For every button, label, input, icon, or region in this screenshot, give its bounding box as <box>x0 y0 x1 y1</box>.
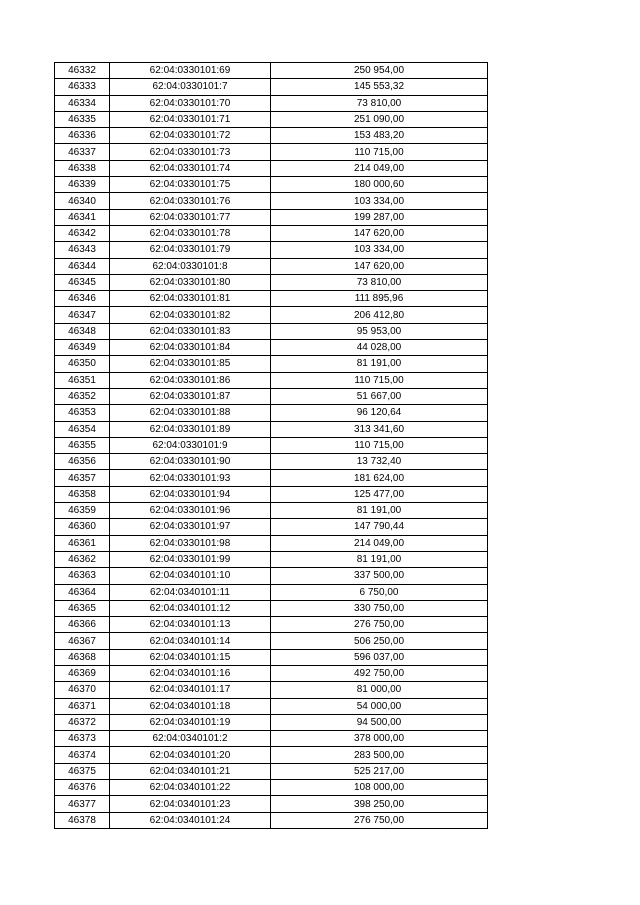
table-row <box>55 95 488 111</box>
cadastral-number-cell: 62:04:0330101:98 <box>110 535 271 551</box>
cadastral-number-cell: 62:04:0330101:84 <box>110 340 271 356</box>
cadastral-number-cell: 62:04:0330101:78 <box>110 225 271 241</box>
table-row <box>55 454 488 470</box>
cadastral-value-cell: 54 000,00 <box>271 698 488 714</box>
cadastral-number-cell: 62:04:0330101:8 <box>110 258 271 274</box>
cadastral-number-cell: 62:04:0330101:80 <box>110 274 271 290</box>
row-number-cell: 46374 <box>55 747 110 763</box>
cadastral-value-cell: 73 810,00 <box>271 95 488 111</box>
table-row <box>55 144 488 160</box>
row-number-cell: 46335 <box>55 111 110 127</box>
row-number-cell: 46378 <box>55 812 110 828</box>
table-row <box>55 437 488 453</box>
table-row <box>55 665 488 681</box>
cadastral-number-cell: 62:04:0330101:83 <box>110 323 271 339</box>
cadastral-number-cell: 62:04:0330101:72 <box>110 128 271 144</box>
cadastral-value-cell: 398 250,00 <box>271 796 488 812</box>
table-row <box>55 698 488 714</box>
table-row <box>55 486 488 502</box>
cadastral-number-cell: 62:04:0330101:94 <box>110 486 271 502</box>
table-row <box>55 763 488 779</box>
cadastral-value-cell: 180 000,60 <box>271 177 488 193</box>
cadastral-number-cell: 62:04:0340101:13 <box>110 617 271 633</box>
cadastral-value-cell: 147 790,44 <box>271 519 488 535</box>
table-row <box>55 503 488 519</box>
cadastral-value-cell: 214 049,00 <box>271 535 488 551</box>
cadastral-value-cell: 199 287,00 <box>271 209 488 225</box>
row-number-cell: 46364 <box>55 584 110 600</box>
table-row <box>55 535 488 551</box>
cadastral-number-cell: 62:04:0330101:96 <box>110 503 271 519</box>
table-row <box>55 388 488 404</box>
row-number-cell: 46352 <box>55 388 110 404</box>
table-row <box>55 519 488 535</box>
cadastral-number-cell: 62:04:0340101:15 <box>110 649 271 665</box>
cadastral-value-cell: 96 120,64 <box>271 405 488 421</box>
row-number-cell: 46346 <box>55 291 110 307</box>
cadastral-value-cell: 6 750,00 <box>271 584 488 600</box>
table-body <box>55 63 488 829</box>
cadastral-number-cell: 62:04:0340101:18 <box>110 698 271 714</box>
row-number-cell: 46339 <box>55 177 110 193</box>
cadastral-value-cell: 596 037,00 <box>271 649 488 665</box>
row-number-cell: 46345 <box>55 274 110 290</box>
table-row <box>55 160 488 176</box>
row-number-cell: 46369 <box>55 665 110 681</box>
table-row <box>55 633 488 649</box>
table-row <box>55 796 488 812</box>
cadastral-value-cell: 276 750,00 <box>271 617 488 633</box>
row-number-cell: 46332 <box>55 63 110 79</box>
cadastral-number-cell: 62:04:0330101:93 <box>110 470 271 486</box>
cadastral-value-cell: 108 000,00 <box>271 780 488 796</box>
cadastral-value-cell: 214 049,00 <box>271 160 488 176</box>
cadastral-value-cell: 313 341,60 <box>271 421 488 437</box>
cadastral-value-cell: 44 028,00 <box>271 340 488 356</box>
row-number-cell: 46336 <box>55 128 110 144</box>
cadastral-number-cell: 62:04:0340101:17 <box>110 682 271 698</box>
cadastral-number-cell: 62:04:0330101:7 <box>110 79 271 95</box>
row-number-cell: 46355 <box>55 437 110 453</box>
cadastral-number-cell: 62:04:0340101:24 <box>110 812 271 828</box>
row-number-cell: 46370 <box>55 682 110 698</box>
cadastral-value-cell: 378 000,00 <box>271 731 488 747</box>
cadastral-value-cell: 181 624,00 <box>271 470 488 486</box>
table-row <box>55 323 488 339</box>
cadastral-value-cell: 103 334,00 <box>271 242 488 258</box>
cadastral-value-cell: 110 715,00 <box>271 144 488 160</box>
cadastral-number-cell: 62:04:0340101:21 <box>110 763 271 779</box>
row-number-cell: 46337 <box>55 144 110 160</box>
cadastral-value-cell: 110 715,00 <box>271 437 488 453</box>
table-row <box>55 274 488 290</box>
cadastral-value-cell: 81 191,00 <box>271 356 488 372</box>
table-row <box>55 682 488 698</box>
cadastral-value-cell: 147 620,00 <box>271 258 488 274</box>
cadastral-value-cell: 145 553,32 <box>271 79 488 95</box>
cadastral-value-cell: 506 250,00 <box>271 633 488 649</box>
cadastral-value-cell: 330 750,00 <box>271 600 488 616</box>
row-number-cell: 46373 <box>55 731 110 747</box>
cadastral-number-cell: 62:04:0330101:79 <box>110 242 271 258</box>
row-number-cell: 46362 <box>55 551 110 567</box>
cadastral-number-cell: 62:04:0340101:20 <box>110 747 271 763</box>
cadastral-value-cell: 73 810,00 <box>271 274 488 290</box>
row-number-cell: 46351 <box>55 372 110 388</box>
cadastral-value-cell: 13 732,40 <box>271 454 488 470</box>
cadastral-number-cell: 62:04:0330101:73 <box>110 144 271 160</box>
cadastral-value-cell: 81 191,00 <box>271 551 488 567</box>
row-number-cell: 46349 <box>55 340 110 356</box>
row-number-cell: 46357 <box>55 470 110 486</box>
table-row <box>55 731 488 747</box>
row-number-cell: 46372 <box>55 714 110 730</box>
cadastral-value-cell: 492 750,00 <box>271 665 488 681</box>
table-row <box>55 568 488 584</box>
cadastral-value-cell: 153 483,20 <box>271 128 488 144</box>
row-number-cell: 46361 <box>55 535 110 551</box>
table-row <box>55 421 488 437</box>
cadastral-number-cell: 62:04:0340101:22 <box>110 780 271 796</box>
row-number-cell: 46354 <box>55 421 110 437</box>
table-row <box>55 193 488 209</box>
row-number-cell: 46343 <box>55 242 110 258</box>
table-row <box>55 747 488 763</box>
table-row <box>55 372 488 388</box>
table-row <box>55 356 488 372</box>
cadastral-value-cell: 111 895,96 <box>271 291 488 307</box>
cadastral-number-cell: 62:04:0340101:14 <box>110 633 271 649</box>
row-number-cell: 46358 <box>55 486 110 502</box>
cadastral-value-cell: 206 412,80 <box>271 307 488 323</box>
cadastral-value-cell: 95 953,00 <box>271 323 488 339</box>
cadastral-number-cell: 62:04:0330101:70 <box>110 95 271 111</box>
row-number-cell: 46371 <box>55 698 110 714</box>
cadastral-value-cell: 94 500,00 <box>271 714 488 730</box>
cadastral-number-cell: 62:04:0330101:99 <box>110 551 271 567</box>
table-row <box>55 307 488 323</box>
row-number-cell: 46363 <box>55 568 110 584</box>
row-number-cell: 46367 <box>55 633 110 649</box>
table-row <box>55 63 488 79</box>
cadastral-number-cell: 62:04:0330101:82 <box>110 307 271 323</box>
cadastral-value-cell: 103 334,00 <box>271 193 488 209</box>
row-number-cell: 46350 <box>55 356 110 372</box>
row-number-cell: 46341 <box>55 209 110 225</box>
cadastral-value-cell: 110 715,00 <box>271 372 488 388</box>
cadastral-number-cell: 62:04:0330101:88 <box>110 405 271 421</box>
row-number-cell: 46347 <box>55 307 110 323</box>
cadastral-number-cell: 62:04:0340101:10 <box>110 568 271 584</box>
row-number-cell: 46377 <box>55 796 110 812</box>
cadastral-number-cell: 62:04:0330101:74 <box>110 160 271 176</box>
row-number-cell: 46353 <box>55 405 110 421</box>
cadastral-value-cell: 276 750,00 <box>271 812 488 828</box>
table-row <box>55 470 488 486</box>
cadastral-number-cell: 62:04:0340101:2 <box>110 731 271 747</box>
row-number-cell: 46344 <box>55 258 110 274</box>
table-row <box>55 340 488 356</box>
cadastral-number-cell: 62:04:0340101:12 <box>110 600 271 616</box>
row-number-cell: 46366 <box>55 617 110 633</box>
row-number-cell: 46334 <box>55 95 110 111</box>
cadastral-value-cell: 81 191,00 <box>271 503 488 519</box>
cadastral-number-cell: 62:04:0330101:89 <box>110 421 271 437</box>
table-row <box>55 584 488 600</box>
row-number-cell: 46359 <box>55 503 110 519</box>
table-row <box>55 128 488 144</box>
cadastral-value-cell: 125 477,00 <box>271 486 488 502</box>
table-row <box>55 79 488 95</box>
cadastral-number-cell: 62:04:0330101:75 <box>110 177 271 193</box>
table-row <box>55 405 488 421</box>
cadastral-number-cell: 62:04:0330101:86 <box>110 372 271 388</box>
cadastral-number-cell: 62:04:0330101:81 <box>110 291 271 307</box>
cadastral-value-cell: 81 000,00 <box>271 682 488 698</box>
table-row <box>55 780 488 796</box>
cadastral-value-cell: 525 217,00 <box>271 763 488 779</box>
row-number-cell: 46375 <box>55 763 110 779</box>
cadastral-number-cell: 62:04:0340101:11 <box>110 584 271 600</box>
cadastral-number-cell: 62:04:0340101:23 <box>110 796 271 812</box>
table-row <box>55 551 488 567</box>
row-number-cell: 46356 <box>55 454 110 470</box>
row-number-cell: 46333 <box>55 79 110 95</box>
cadastral-number-cell: 62:04:0330101:77 <box>110 209 271 225</box>
table-row <box>55 242 488 258</box>
table-row <box>55 714 488 730</box>
cadastral-number-cell: 62:04:0330101:90 <box>110 454 271 470</box>
cadastral-value-cell: 337 500,00 <box>271 568 488 584</box>
cadastral-number-cell: 62:04:0330101:69 <box>110 63 271 79</box>
table-row <box>55 600 488 616</box>
cadastral-number-cell: 62:04:0330101:87 <box>110 388 271 404</box>
cadastral-number-cell: 62:04:0340101:16 <box>110 665 271 681</box>
row-number-cell: 46342 <box>55 225 110 241</box>
cadastral-number-cell: 62:04:0330101:97 <box>110 519 271 535</box>
row-number-cell: 46348 <box>55 323 110 339</box>
cadastral-value-cell: 283 500,00 <box>271 747 488 763</box>
table-row <box>55 177 488 193</box>
row-number-cell: 46338 <box>55 160 110 176</box>
table-row <box>55 258 488 274</box>
table-row <box>55 225 488 241</box>
cadastral-number-cell: 62:04:0330101:85 <box>110 356 271 372</box>
row-number-cell: 46376 <box>55 780 110 796</box>
cadastral-value-cell: 250 954,00 <box>271 63 488 79</box>
row-number-cell: 46365 <box>55 600 110 616</box>
table-row <box>55 209 488 225</box>
table-row <box>55 291 488 307</box>
cadastral-number-cell: 62:04:0330101:76 <box>110 193 271 209</box>
cadastral-number-cell: 62:04:0340101:19 <box>110 714 271 730</box>
table-row <box>55 812 488 828</box>
cadastral-number-cell: 62:04:0330101:9 <box>110 437 271 453</box>
cadastral-number-cell: 62:04:0330101:71 <box>110 111 271 127</box>
cadastral-value-cell: 251 090,00 <box>271 111 488 127</box>
table-row <box>55 111 488 127</box>
row-number-cell: 46360 <box>55 519 110 535</box>
cadastral-value-cell: 51 667,00 <box>271 388 488 404</box>
cadastral-value-cell: 147 620,00 <box>271 225 488 241</box>
cadastral-value-table <box>54 62 488 829</box>
table-row <box>55 617 488 633</box>
row-number-cell: 46340 <box>55 193 110 209</box>
row-number-cell: 46368 <box>55 649 110 665</box>
table-row <box>55 649 488 665</box>
